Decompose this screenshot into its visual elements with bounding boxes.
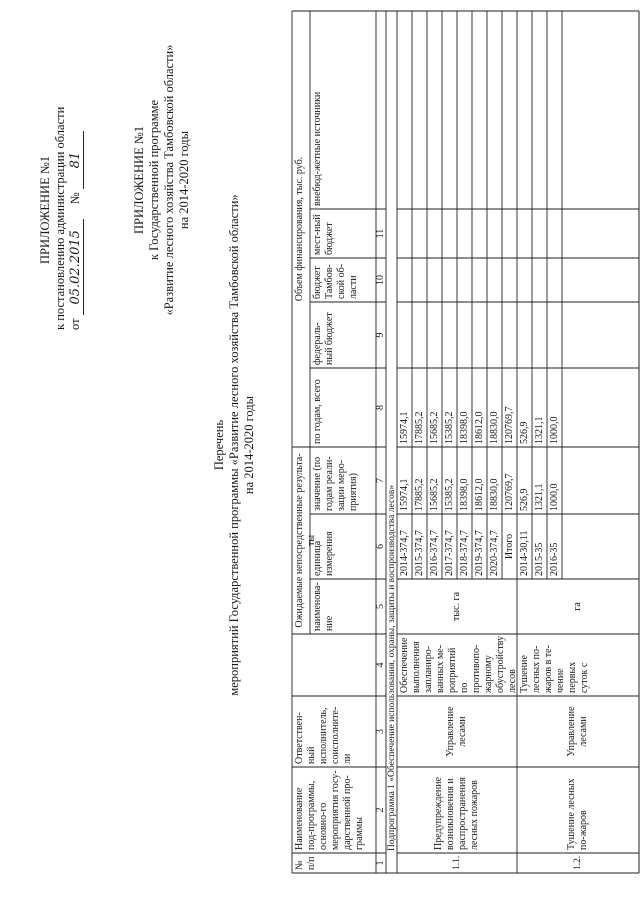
annex-block [132,15,192,345]
year-value: 2016-374,7 [428,530,440,576]
heading-line-2: мероприятий Государственной программы «Развитие лесного хозяйства Тамбовской области» [227,194,241,696]
year-value: 2020-374,7 [488,530,500,576]
approval-date-line [68,30,84,330]
year-value: 2015-374,7 [413,530,425,576]
column-number: 6 [375,544,386,549]
approval-line: к постановлению администрации области [53,106,67,330]
year-federal: 1000,0 [548,416,560,444]
column-number: 5 [375,604,386,609]
row-num: 1.2. [573,855,583,870]
year-federal: 15385,2 [443,411,455,444]
year-federal: 17885,2 [413,411,425,444]
header-name: Наименование под-программы, основно-го мероприятия госу-дарственной про-граммы [294,770,365,850]
number-value: 81 [68,131,84,189]
column-number: 10 [375,275,386,285]
year-total: 17885,2 [413,478,425,511]
header-indicator: наименова-ние [312,582,335,631]
date-value: 05.02.2015 [68,219,84,315]
year-total: 18830,0 [488,478,500,511]
year-total: 120769,7 [503,473,515,511]
row-unit: тыс. га [451,591,462,622]
header-total: по годам, всего [312,379,323,444]
year-value: 2014-30,11 [518,530,530,576]
year-federal: 18612,0 [473,411,485,444]
row-name: Предупреждение возникновения и распространения лесных пожаров [433,777,480,850]
column-number: 1 [375,860,386,866]
date-prefix: от [68,318,82,330]
year-federal: 18830,0 [488,411,500,444]
header-unit: единица измерения [312,531,335,576]
row-responsible: Управление лесами [445,706,468,757]
year-federal: 526,9 [518,421,530,444]
header-responsible: Ответствен-ный исполнитель, соисполните-ли [294,706,353,764]
annex-line-3: на 2014-2020 годы [177,130,191,230]
year-federal: 1321,1 [533,416,545,444]
number-prefix: № [68,192,82,205]
heading-line-1: Перечень [212,419,226,471]
year-value: 2018-374,7 [458,530,470,576]
header-local: мест-ный бюджет [312,214,335,255]
year-total: 1000,0 [548,483,560,511]
year-value: Итого [503,533,515,560]
year-total: 1321,1 [533,483,545,511]
row-responsible: Управление лесами [566,706,589,757]
header-expected-group: Ожидаемые непосредственные результа-ты [294,453,317,628]
annex-line-1: к Государственной программе [147,99,161,261]
header-value: значение (по годам реали-зации меро-приятия) [312,456,359,511]
year-total: 18398,0 [458,478,470,511]
header-num: № п/п [294,856,317,870]
heading-line-3: на 2014-2020 годы [242,395,256,495]
subprogram-title: Подпрограмма 1 «Обеспечение использования, охраны, защиты и воспроизводства лесов» [386,484,397,851]
annex-title: ПРИЛОЖЕНИЕ №1 [132,125,146,235]
row-num: 1.1. [452,855,462,870]
annex-line-2: «Развитие лесного хозяйства Тамбовской области» [162,44,176,316]
approval-title: ПРИЛОЖЕНИЕ №1 [38,155,52,264]
year-total: 15974,1 [398,478,410,511]
year-value: 2015-35 [533,542,545,576]
year-total: 15385,2 [443,478,455,511]
year-value: 2016-35 [548,542,560,576]
column-number: 4 [375,662,386,668]
column-number: 3 [375,729,386,734]
row-unit: га [572,602,583,611]
column-number: 9 [375,332,386,338]
measures-table [292,11,639,873]
year-value: 2014-374,7 [398,530,410,576]
header-extra: внебюд-жетные источники [312,91,323,206]
year-value: 2017-374,7 [443,530,455,576]
header-regional: бюджет Тамбов-ской об-ласти [312,263,359,299]
row-indicator: Тушение лесных по-жаров в те-чение первых суток с [519,645,590,693]
year-federal: 120769,7 [503,406,515,444]
document-heading [212,185,257,705]
row-indicator: Обеспечение выполнения запланиро-ванных ме-роприятий по противопо-жарному обустройству лесов [399,635,518,693]
column-number: 2 [375,807,386,813]
column-number: 11 [375,228,386,239]
row-name: Тушение лесных по-жаров [566,778,589,850]
year-federal: 15974,1 [398,411,410,444]
header-federal: федераль-ный бюджет [312,312,335,365]
column-number: 7 [375,478,386,483]
year-federal: 15685,2 [428,411,440,444]
year-total: 526,9 [518,488,530,511]
year-total: 18612,0 [473,478,485,511]
year-total: 15685,2 [428,478,440,511]
column-number: 8 [375,405,386,410]
header-funding-group: Объем финансирования, тыс. руб. [294,156,305,302]
year-federal: 18398,0 [458,411,470,444]
approval-block [38,30,84,330]
year-value: 2019-374,7 [473,530,485,576]
